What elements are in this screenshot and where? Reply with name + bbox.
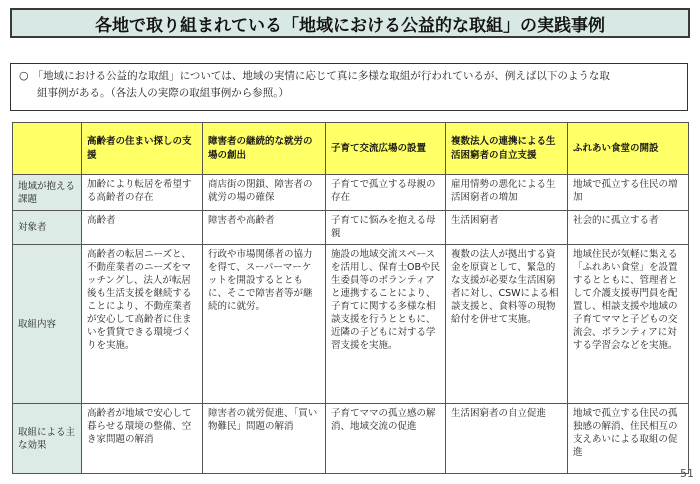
table-cell: 生活困窮者の自立促進 <box>446 404 568 474</box>
table-cell: 高齢者の転居ニーズと、不動産業者のニーズをマッチングし、法人が転居後も生活支援を継続することにより、不動産業者が安心して高齢者に住まいを賃貸できる環境づくりを実施。 <box>82 245 203 404</box>
table-cell: 子育てに悩みを抱える母親 <box>326 211 446 245</box>
table-cell: 障害者や高齢者 <box>203 211 326 245</box>
row-header: 地域が抱える課題 <box>13 175 82 211</box>
column-header: 障害者の継続的な就労の場の創出 <box>203 123 326 175</box>
column-header: 複数法人の連携による生活困窮者の自立支援 <box>446 123 568 175</box>
table-cell: 加齢により転居を希望する高齢者の存在 <box>82 175 203 211</box>
page-title: 各地で取り組まれている「地域における公益的な取組」の実践事例 <box>10 8 690 38</box>
table-cell: 雇用情勢の悪化による生活困窮者の増加 <box>446 175 568 211</box>
table-cell: 複数の法人が拠出する資金を原資として、緊急的な支援が必要な生活困窮者に対し、CSWによる相談支援と、食料等の現物給付を併せて実施。 <box>446 245 568 404</box>
examples-table <box>12 122 689 474</box>
table-cell: 障害者の就労促進、「買い物難民」問題の解消 <box>203 404 326 474</box>
note-line-1 <box>19 67 679 85</box>
table-cell: 高齢者が地域で安心して暮らせる環境の整備、空き家問題の解消 <box>82 404 203 474</box>
table-cell: 生活困窮者 <box>446 211 568 245</box>
table-cell: 社会的に孤立する者 <box>568 211 689 245</box>
table-cell: 施設の地域交流スペースを活用し、保育士OBや民生委員等のボランティアと連携することにより、子育てに関する多様な相談支援を行うとともに、近隣の子どもに対する学習支援を実施。 <box>326 245 446 404</box>
table-row <box>13 211 689 245</box>
table-row <box>13 404 689 474</box>
table-cell: 地域で孤立する住民の増加 <box>568 175 689 211</box>
page-number: 51 <box>680 467 694 480</box>
table-row <box>13 175 689 211</box>
row-header: 対象者 <box>13 211 82 245</box>
column-header: ふれあい食堂の開設 <box>568 123 689 175</box>
note-line-2: 組事例がある。（各法人の実際の取組事例から参照。） <box>37 87 289 99</box>
table-cell: 高齢者 <box>82 211 203 245</box>
table-cell: 子育てで孤立する母親の存在 <box>326 175 446 211</box>
table-cell: 子育てママの孤立感の解消、地域交流の促進 <box>326 404 446 474</box>
table-cell: 商店街の閉鎖、障害者の就労の場の確保 <box>203 175 326 211</box>
header-corner-cell <box>13 123 82 175</box>
table-cell: 地域で孤立する住民の孤独感の解消、住民相互の支えあいによる取組の促進 <box>568 404 689 474</box>
row-header: 取組内容 <box>13 245 82 404</box>
summary-note <box>10 63 688 111</box>
header-row <box>13 123 689 175</box>
row-header: 取組による主な効果 <box>13 404 82 474</box>
column-header: 高齢者の住まい探しの支援 <box>82 123 203 175</box>
table-row <box>13 245 689 404</box>
bullet-circle-icon: ○ <box>19 69 29 82</box>
table-cell: 行政や市場関係者の協力を得て、スーパーマーケットを開設するとともに、そこで障害者等が継続的に就労。 <box>203 245 326 404</box>
table-cell: 地域住民が気軽に集える「ふれあい食堂」を設置するとともに、管理者として介護支援専門員を配置し、相談支援や地域の子育てママと子どもの交流会、ボランティアに対する学習会などを実施。 <box>568 245 689 404</box>
column-header: 子育て交流広場の設置 <box>326 123 446 175</box>
note-text-1: 「地域における公益的な取組」については、地域の実情に応じて真に多様な取組が行われているが、例えば以下のような取 <box>32 70 610 82</box>
